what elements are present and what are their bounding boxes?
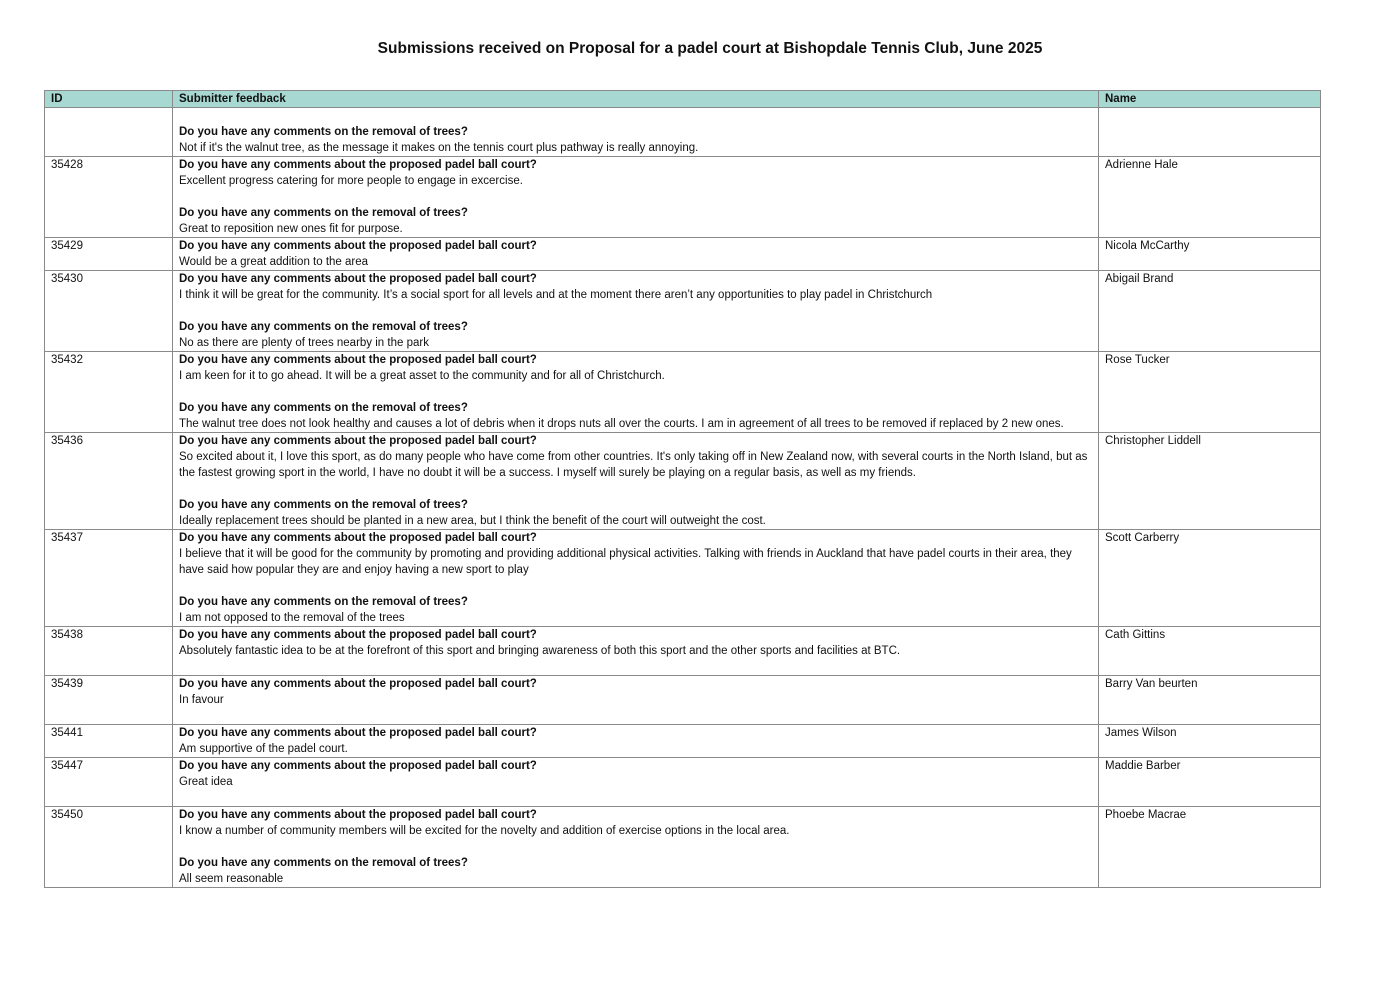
- question-court: Do you have any comments about the proposed padel ball court?: [179, 354, 537, 366]
- question-trees: Do you have any comments on the removal of trees?: [179, 321, 468, 333]
- spacer: [179, 708, 1092, 724]
- table-row: [45, 108, 1321, 157]
- answer-court: In favour: [179, 694, 224, 706]
- cell-id: 35432: [45, 352, 173, 433]
- cell-id: 35447: [45, 758, 173, 807]
- table-row: [45, 238, 1321, 271]
- question-trees: Do you have any comments on the removal of trees?: [179, 207, 468, 219]
- question-trees: Do you have any comments on the removal of trees?: [179, 402, 468, 414]
- cell-name: Rose Tucker: [1099, 352, 1321, 433]
- cell-feedback: [173, 352, 1099, 433]
- cell-id: 35429: [45, 238, 173, 271]
- cell-id: 35439: [45, 676, 173, 725]
- question-court: Do you have any comments about the proposed padel ball court?: [179, 809, 537, 821]
- question-trees: Do you have any comments on the removal of trees?: [179, 499, 468, 511]
- cell-id: 35450: [45, 807, 173, 888]
- cell-feedback: [173, 271, 1099, 352]
- table-row: [45, 725, 1321, 758]
- answer-court: I am keen for it to go ahead. It will be a great asset to the community and for all of Christchurch.: [179, 370, 665, 382]
- cell-name: Nicola McCarthy: [1099, 238, 1321, 271]
- answer-court: Great idea: [179, 776, 233, 788]
- cell-id: 35438: [45, 627, 173, 676]
- table-row: [45, 627, 1321, 676]
- answer-court: Am supportive of the padel court.: [179, 743, 348, 755]
- answer-court: Excellent progress catering for more people to engage in excercise.: [179, 175, 523, 187]
- answer-trees: No as there are plenty of trees nearby in the park: [179, 337, 429, 349]
- submissions-table: [44, 90, 1321, 888]
- spacer: [179, 303, 1092, 319]
- table-row: [45, 807, 1321, 888]
- cell-feedback: [173, 433, 1099, 530]
- answer-trees: Ideally replacement trees should be planted in a new area, but I think the benefit of the court will outweight the cost.: [179, 515, 766, 527]
- table-row: [45, 271, 1321, 352]
- cell-id: 35430: [45, 271, 173, 352]
- cell-feedback: [173, 157, 1099, 238]
- question-court: Do you have any comments about the proposed padel ball court?: [179, 760, 537, 772]
- question-trees: Do you have any comments on the removal of trees?: [179, 126, 468, 138]
- spacer: [179, 481, 1092, 497]
- answer-court: So excited about it, I love this sport, as do many people who have come from other countries. It's only taking off in New Zealand now, with several courts in the North Island, but as the fastest growing sport in the world, I have no doubt it will be a success. I myself will surely be playing on a regular basis, as well as my friends.: [179, 451, 1088, 479]
- cell-name: Barry Van beurten: [1099, 676, 1321, 725]
- question-trees: Do you have any comments on the removal of trees?: [179, 857, 468, 869]
- cell-name: Abigail Brand: [1099, 271, 1321, 352]
- question-court: Do you have any comments about the proposed padel ball court?: [179, 629, 537, 641]
- cell-name: Scott Carberry: [1099, 530, 1321, 627]
- answer-court: Absolutely fantastic idea to be at the forefront of this sport and bringing awareness of both this sport and the other sports and facilities at BTC.: [179, 645, 901, 657]
- column-header-id: ID: [45, 91, 173, 108]
- cell-name: Cath Gittins: [1099, 627, 1321, 676]
- cell-name: Christopher Liddell: [1099, 433, 1321, 530]
- spacer: [179, 108, 1092, 124]
- cell-feedback: [173, 807, 1099, 888]
- answer-court: I know a number of community members will be excited for the novelty and addition of exercise options in the local area.: [179, 825, 790, 837]
- answer-trees: All seem reasonable: [179, 873, 284, 885]
- cell-name: Adrienne Hale: [1099, 157, 1321, 238]
- table-row: [45, 433, 1321, 530]
- spacer: [179, 839, 1092, 855]
- answer-court: I think it will be great for the community. It’s a social sport for all levels and at the moment there aren’t any opportunities to play padel in Christchurch: [179, 289, 933, 301]
- question-court: Do you have any comments about the proposed padel ball court?: [179, 532, 537, 544]
- question-court: Do you have any comments about the proposed padel ball court?: [179, 273, 537, 285]
- spacer: [179, 189, 1092, 205]
- cell-name: Maddie Barber: [1099, 758, 1321, 807]
- cell-id: 35441: [45, 725, 173, 758]
- answer-trees: The walnut tree does not look healthy and causes a lot of debris when it drops nuts all over the courts. I am in agreement of all trees to be removed if replaced by 2 new ones.: [179, 418, 1064, 430]
- table-row: [45, 758, 1321, 807]
- answer-trees: I am not opposed to the removal of the trees: [179, 612, 405, 624]
- cell-feedback: [173, 108, 1099, 157]
- cell-id: 35437: [45, 530, 173, 627]
- table-row: [45, 352, 1321, 433]
- answer-trees: Great to reposition new ones fit for purpose.: [179, 223, 403, 235]
- cell-name: James Wilson: [1099, 725, 1321, 758]
- cell-id: 35428: [45, 157, 173, 238]
- question-court: Do you have any comments about the proposed padel ball court?: [179, 678, 537, 690]
- spacer: [179, 790, 1092, 806]
- table-row: [45, 530, 1321, 627]
- answer-trees: Not if it's the walnut tree, as the message it makes on the tennis court plus pathway is really annoying.: [179, 142, 699, 154]
- table-row: [45, 676, 1321, 725]
- cell-id: 35436: [45, 433, 173, 530]
- question-court: Do you have any comments about the proposed padel ball court?: [179, 435, 537, 447]
- question-court: Do you have any comments about the proposed padel ball court?: [179, 240, 537, 252]
- cell-feedback: [173, 725, 1099, 758]
- page-title: Submissions received on Proposal for a padel court at Bishopdale Tennis Club, June 2025: [377, 40, 1043, 57]
- column-header-feedback: Submitter feedback: [173, 91, 1099, 108]
- spacer: [179, 384, 1092, 400]
- table-header-row: [45, 91, 1321, 108]
- cell-feedback: [173, 676, 1099, 725]
- cell-id: [45, 108, 173, 157]
- spacer: [179, 659, 1092, 675]
- cell-feedback: [173, 627, 1099, 676]
- answer-court: Would be a great addition to the area: [179, 256, 369, 268]
- answer-court: I believe that it will be good for the community by promoting and providing additional physical activities. Talking with friends in Auckland that have padel courts in their area, they have said how popular they are and enjoy having a new sport to play: [179, 548, 1072, 576]
- question-trees: Do you have any comments on the removal of trees?: [179, 596, 468, 608]
- cell-feedback: [173, 238, 1099, 271]
- cell-name: [1099, 108, 1321, 157]
- column-header-name: Name: [1099, 91, 1321, 108]
- cell-feedback: [173, 530, 1099, 627]
- question-court: Do you have any comments about the proposed padel ball court?: [179, 159, 537, 171]
- cell-name: Phoebe Macrae: [1099, 807, 1321, 888]
- spacer: [179, 578, 1092, 594]
- table-row: [45, 157, 1321, 238]
- question-court: Do you have any comments about the proposed padel ball court?: [179, 727, 537, 739]
- cell-feedback: [173, 758, 1099, 807]
